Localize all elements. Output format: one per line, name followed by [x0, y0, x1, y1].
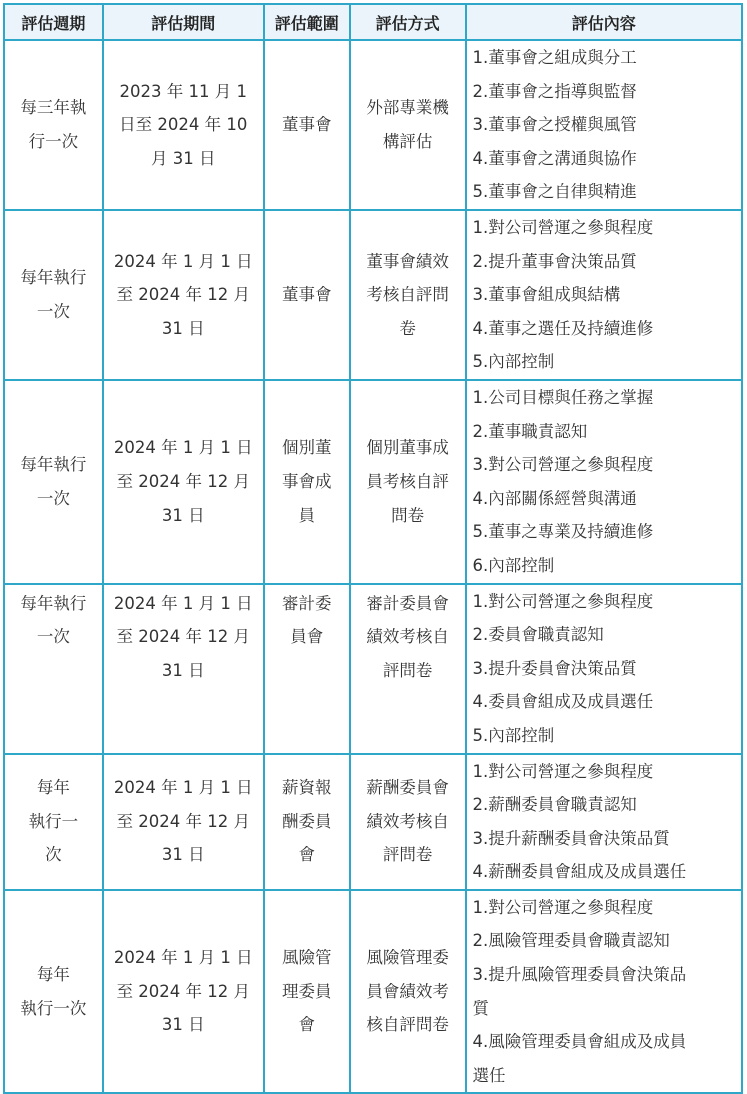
- cell-line: 外部專業機: [366, 98, 449, 118]
- cell-line: 2024 年 1 月 1 日: [113, 948, 253, 968]
- content-item: 1.對公司營運之參與程度: [472, 761, 654, 781]
- content-cell: [466, 380, 743, 584]
- cell-line: 行一次: [28, 131, 79, 151]
- header-scope: 評估範圍: [264, 4, 350, 40]
- header-method: 評估方式: [350, 4, 466, 40]
- cell-line: 薪資報: [282, 778, 332, 798]
- header-cycle: 評估週期: [4, 4, 103, 40]
- scope-cell: [264, 584, 350, 754]
- cell-line: 日至 2024 年 10: [119, 115, 248, 135]
- content-item: 1.對公司營運之參與程度: [472, 897, 654, 917]
- content-item: 1.公司目標與任務之掌握: [472, 387, 654, 407]
- cell-line: 事會成: [282, 471, 332, 491]
- cell-line: 員會績效考: [366, 981, 449, 1001]
- scope-cell: [264, 210, 350, 380]
- cell-line: 2024 年 1 月 1 日: [113, 438, 253, 458]
- content-cell: [466, 584, 743, 754]
- cell-line: 次: [45, 845, 62, 865]
- cell-line: 問卷: [391, 505, 425, 525]
- cell-line: 至 2024 年 12 月: [116, 981, 250, 1001]
- table-row: [4, 210, 742, 380]
- cell-line: 審計委: [282, 593, 332, 613]
- content-item: 4.內部關係經營與溝通: [472, 488, 637, 508]
- content-item: 5.董事會之自律與精進: [472, 182, 637, 202]
- header-row: [4, 4, 742, 40]
- cell-line: 員考核自評: [366, 471, 449, 491]
- period-cell: [103, 584, 264, 754]
- content-item: 5.內部控制: [472, 725, 555, 745]
- content-item: 選任: [472, 1065, 506, 1085]
- cell-line: 績效考核自: [366, 811, 449, 831]
- content-cell: [466, 40, 743, 210]
- cell-line: 評問卷: [382, 660, 433, 680]
- cycle-cell: [4, 754, 103, 890]
- content-cell: [466, 754, 743, 890]
- cell-line: 執行一: [28, 811, 79, 831]
- cell-line: 風險管: [282, 948, 332, 968]
- cell-line: 審計委員會: [366, 593, 449, 613]
- content-item: 1.對公司營運之參與程度: [472, 217, 654, 237]
- cell-line: 酬委員: [282, 811, 332, 831]
- content-item: 2.薪酬委員會職責認知: [472, 795, 637, 815]
- content-item: 2.委員會職責認知: [472, 625, 604, 645]
- content-cell: [466, 890, 743, 1094]
- content-item: 4.董事之選任及持續進修: [472, 318, 654, 338]
- cell-line: 每三年執: [20, 98, 87, 118]
- cycle-cell: [4, 890, 103, 1094]
- cell-line: 理委員: [282, 981, 332, 1001]
- cell-line: 至 2024 年 12 月: [116, 285, 250, 305]
- cell-line: 董事會績效: [366, 251, 449, 271]
- cell-line: 會: [298, 1015, 315, 1035]
- cell-line: 執行一次: [20, 998, 87, 1018]
- table-row: [4, 380, 742, 584]
- content-item: 2.董事會之指導與監督: [472, 81, 637, 101]
- cell-line: 每年執行: [20, 593, 87, 613]
- cell-line: 員: [298, 505, 315, 525]
- cell-line: 一次: [36, 301, 70, 321]
- cell-line: 每年執行: [20, 268, 87, 288]
- cell-line: 至 2024 年 12 月: [116, 811, 250, 831]
- cycle-cell: [4, 584, 103, 754]
- content-item: 5.內部控制: [472, 352, 555, 372]
- period-cell: [103, 210, 264, 380]
- content-item: 2.董事職責認知: [472, 421, 588, 441]
- content-item: 質: [472, 998, 489, 1018]
- cell-line: 個別董: [282, 438, 332, 458]
- content-item: 3.提升委員會決策品質: [472, 658, 637, 678]
- cell-line: 個別董事成: [366, 438, 449, 458]
- cell-line: 核自評問卷: [366, 1015, 449, 1035]
- cell-line: 一次: [36, 488, 70, 508]
- period-cell: [103, 754, 264, 890]
- method-cell: [350, 890, 466, 1094]
- cell-line: 風險管理委: [366, 948, 449, 968]
- table-row: [4, 890, 742, 1094]
- content-item: 4.風險管理委員會組成及成員: [472, 1032, 687, 1052]
- cell-line: 董事會: [282, 285, 332, 305]
- cell-line: 31 日: [161, 845, 205, 865]
- cell-line: 每年: [36, 965, 70, 985]
- method-cell: [350, 210, 466, 380]
- content-item: 4.薪酬委員會組成及成員選任: [472, 862, 687, 882]
- cell-line: 31 日: [161, 1015, 205, 1035]
- content-item: 6.內部控制: [472, 555, 555, 575]
- cell-line: 2024 年 1 月 1 日: [113, 251, 253, 271]
- table-row: [4, 40, 742, 210]
- period-cell: [103, 890, 264, 1094]
- method-cell: [350, 584, 466, 754]
- cell-line: 董事會: [282, 115, 332, 135]
- content-item: 4.委員會組成及成員選任: [472, 692, 654, 712]
- content-item: 3.提升薪酬委員會決策品質: [472, 828, 670, 848]
- content-item: 5.董事之專業及持續進修: [472, 522, 654, 542]
- cell-line: 月 31 日: [150, 148, 216, 168]
- cell-line: 考核自評問: [366, 285, 449, 305]
- cell-line: 評問卷: [382, 845, 433, 865]
- cell-line: 31 日: [161, 318, 205, 338]
- cell-line: 31 日: [161, 505, 205, 525]
- cycle-cell: [4, 380, 103, 584]
- content-item: 2.提升董事會決策品質: [472, 251, 637, 271]
- content-item: 4.董事會之溝通與協作: [472, 148, 637, 168]
- cell-line: 31 日: [161, 660, 205, 680]
- cell-line: 構評估: [382, 131, 433, 151]
- evaluation-table: [3, 3, 743, 1094]
- method-cell: [350, 754, 466, 890]
- period-cell: [103, 380, 264, 584]
- period-cell: [103, 40, 264, 210]
- method-cell: [350, 380, 466, 584]
- content-item: 3.董事會組成與結構: [472, 285, 621, 305]
- cell-line: 至 2024 年 12 月: [116, 627, 250, 647]
- cycle-cell: [4, 40, 103, 210]
- scope-cell: [264, 40, 350, 210]
- content-item: 3.董事會之授權與風管: [472, 115, 637, 135]
- scope-cell: [264, 890, 350, 1094]
- cycle-cell: [4, 210, 103, 380]
- cell-line: 薪酬委員會: [366, 778, 449, 798]
- header-content: 評估內容: [466, 4, 743, 40]
- cell-line: 2023 年 11 月 1: [119, 81, 247, 101]
- scope-cell: [264, 754, 350, 890]
- cell-line: 至 2024 年 12 月: [116, 471, 250, 491]
- cell-line: 一次: [36, 627, 70, 647]
- cell-line: 每年執行: [20, 455, 87, 475]
- content-cell: [466, 210, 743, 380]
- content-item: 2.風險管理委員會職責認知: [472, 931, 670, 951]
- content-item: 1.對公司營運之參與程度: [472, 591, 654, 611]
- scope-cell: [264, 380, 350, 584]
- cell-line: 2024 年 1 月 1 日: [113, 593, 253, 613]
- header-period: 評估期間: [103, 4, 264, 40]
- cell-line: 卷: [399, 318, 416, 338]
- cell-line: 2024 年 1 月 1 日: [113, 778, 253, 798]
- cell-line: 員會: [290, 627, 324, 647]
- content-item: 3.對公司營運之參與程度: [472, 455, 654, 475]
- cell-line: 每年: [36, 778, 70, 798]
- cell-line: 會: [298, 845, 315, 865]
- table-row: [4, 754, 742, 890]
- table-row: [4, 584, 742, 754]
- method-cell: [350, 40, 466, 210]
- content-item: 3.提升風險管理委員會決策品: [472, 965, 687, 985]
- content-item: 1.董事會之組成與分工: [472, 48, 637, 67]
- cell-line: 績效考核自: [366, 627, 449, 647]
